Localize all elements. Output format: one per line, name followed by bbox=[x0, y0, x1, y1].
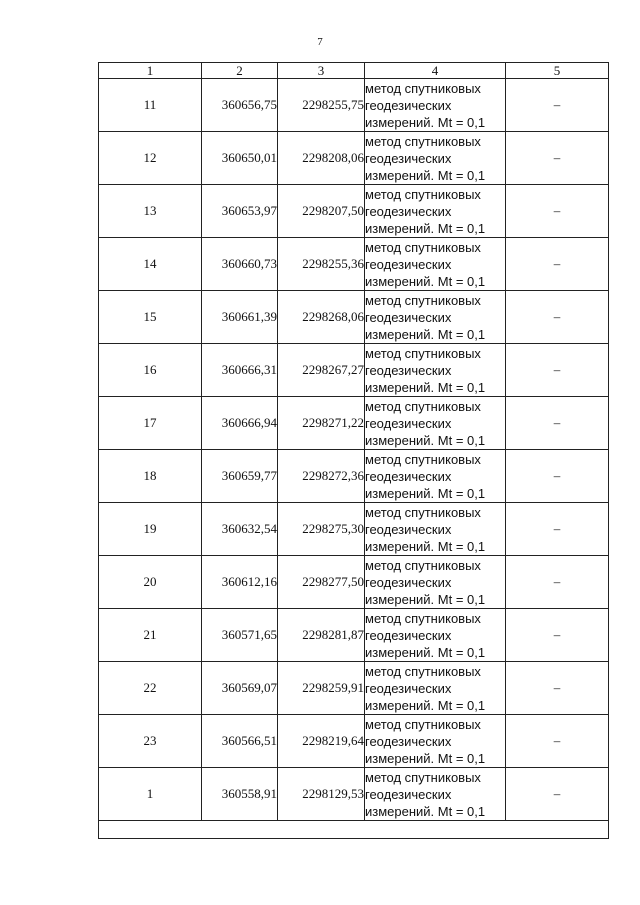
page-number: 7 bbox=[317, 36, 323, 48]
table-row bbox=[99, 344, 609, 397]
accuracy-cell: – bbox=[506, 715, 609, 768]
x-coordinate-cell: 360571,65 bbox=[202, 609, 278, 662]
method-line: метод спутниковых bbox=[365, 345, 481, 361]
empty-footer-cell bbox=[99, 821, 609, 839]
accuracy-cell: – bbox=[506, 344, 609, 397]
x-coordinate-cell: 360612,16 bbox=[202, 556, 278, 609]
y-coordinate-cell: 2298255,75 bbox=[278, 79, 365, 132]
table-row bbox=[99, 132, 609, 185]
y-coordinate-cell: 2298267,27 bbox=[278, 344, 365, 397]
y-coordinate-cell: 2298129,53 bbox=[278, 768, 365, 821]
point-number-cell: 11 bbox=[99, 79, 202, 132]
point-number-cell: 15 bbox=[99, 291, 202, 344]
method-line: измерений. Mt = 0,1 bbox=[365, 485, 486, 501]
method-cell bbox=[365, 503, 506, 556]
method-cell bbox=[365, 291, 506, 344]
y-coordinate-cell: 2298259,91 bbox=[278, 662, 365, 715]
accuracy-cell: – bbox=[506, 79, 609, 132]
y-coordinate-cell: 2298281,87 bbox=[278, 609, 365, 662]
method-cell bbox=[365, 79, 506, 132]
column-header-5: 5 bbox=[506, 63, 609, 79]
method-line: геодезических bbox=[365, 256, 452, 272]
accuracy-cell: – bbox=[506, 662, 609, 715]
method-line: метод спутниковых bbox=[365, 398, 481, 414]
method-line: геодезических bbox=[365, 680, 452, 696]
method-cell bbox=[365, 768, 506, 821]
accuracy-cell: – bbox=[506, 291, 609, 344]
table-row bbox=[99, 503, 609, 556]
x-coordinate-cell: 360653,97 bbox=[202, 185, 278, 238]
y-coordinate-cell: 2298271,22 bbox=[278, 397, 365, 450]
table-row bbox=[99, 79, 609, 132]
method-line: измерений. Mt = 0,1 bbox=[365, 697, 486, 713]
method-cell bbox=[365, 397, 506, 450]
method-cell bbox=[365, 556, 506, 609]
method-line: геодезических bbox=[365, 627, 452, 643]
method-line: метод спутниковых bbox=[365, 504, 481, 520]
accuracy-cell: – bbox=[506, 132, 609, 185]
method-line: метод спутниковых bbox=[365, 610, 481, 626]
y-coordinate-cell: 2298275,30 bbox=[278, 503, 365, 556]
x-coordinate-cell: 360661,39 bbox=[202, 291, 278, 344]
method-line: метод спутниковых bbox=[365, 292, 481, 308]
point-number-cell: 14 bbox=[99, 238, 202, 291]
point-number-cell: 20 bbox=[99, 556, 202, 609]
method-line: метод спутниковых bbox=[365, 663, 481, 679]
method-line: измерений. Mt = 0,1 bbox=[365, 379, 486, 395]
method-line: геодезических bbox=[365, 468, 452, 484]
point-number-cell: 18 bbox=[99, 450, 202, 503]
method-cell bbox=[365, 609, 506, 662]
method-cell bbox=[365, 344, 506, 397]
y-coordinate-cell: 2298207,50 bbox=[278, 185, 365, 238]
x-coordinate-cell: 360569,07 bbox=[202, 662, 278, 715]
point-number-cell: 1 bbox=[99, 768, 202, 821]
method-line: геодезических bbox=[365, 415, 452, 431]
method-line: измерений. Mt = 0,1 bbox=[365, 220, 486, 236]
y-coordinate-cell: 2298208,06 bbox=[278, 132, 365, 185]
table-row bbox=[99, 768, 609, 821]
method-line: геодезических bbox=[365, 786, 452, 802]
table-body bbox=[99, 63, 609, 839]
x-coordinate-cell: 360632,54 bbox=[202, 503, 278, 556]
column-header-2: 2 bbox=[202, 63, 278, 79]
method-line: измерений. Mt = 0,1 bbox=[365, 167, 486, 183]
point-number-cell: 12 bbox=[99, 132, 202, 185]
method-line: метод спутниковых bbox=[365, 239, 481, 255]
y-coordinate-cell: 2298277,50 bbox=[278, 556, 365, 609]
x-coordinate-cell: 360659,77 bbox=[202, 450, 278, 503]
method-line: измерений. Mt = 0,1 bbox=[365, 273, 486, 289]
method-line: геодезических bbox=[365, 309, 452, 325]
table-row bbox=[99, 556, 609, 609]
column-header-3: 3 bbox=[278, 63, 365, 79]
method-line: геодезических bbox=[365, 150, 452, 166]
method-cell bbox=[365, 715, 506, 768]
y-coordinate-cell: 2298255,36 bbox=[278, 238, 365, 291]
method-cell bbox=[365, 238, 506, 291]
table-row bbox=[99, 715, 609, 768]
method-cell bbox=[365, 450, 506, 503]
column-header-4: 4 bbox=[365, 63, 506, 79]
accuracy-cell: – bbox=[506, 556, 609, 609]
y-coordinate-cell: 2298268,06 bbox=[278, 291, 365, 344]
accuracy-cell: – bbox=[506, 609, 609, 662]
point-number-cell: 19 bbox=[99, 503, 202, 556]
x-coordinate-cell: 360666,94 bbox=[202, 397, 278, 450]
point-number-cell: 21 bbox=[99, 609, 202, 662]
x-coordinate-cell: 360660,73 bbox=[202, 238, 278, 291]
table-row bbox=[99, 609, 609, 662]
x-coordinate-cell: 360656,75 bbox=[202, 79, 278, 132]
accuracy-cell: – bbox=[506, 185, 609, 238]
point-number-cell: 16 bbox=[99, 344, 202, 397]
table-row bbox=[99, 238, 609, 291]
method-line: измерений. Mt = 0,1 bbox=[365, 803, 486, 819]
accuracy-cell: – bbox=[506, 503, 609, 556]
method-line: метод спутниковых bbox=[365, 186, 481, 202]
x-coordinate-cell: 360558,91 bbox=[202, 768, 278, 821]
point-number-cell: 23 bbox=[99, 715, 202, 768]
accuracy-cell: – bbox=[506, 238, 609, 291]
method-line: измерений. Mt = 0,1 bbox=[365, 432, 486, 448]
method-line: измерений. Mt = 0,1 bbox=[365, 591, 486, 607]
method-line: измерений. Mt = 0,1 bbox=[365, 326, 486, 342]
y-coordinate-cell: 2298272,36 bbox=[278, 450, 365, 503]
method-line: геодезических bbox=[365, 733, 452, 749]
accuracy-cell: – bbox=[506, 450, 609, 503]
coordinates-table bbox=[98, 62, 609, 839]
method-line: измерений. Mt = 0,1 bbox=[365, 538, 486, 554]
accuracy-cell: – bbox=[506, 397, 609, 450]
table-row bbox=[99, 397, 609, 450]
method-line: геодезических bbox=[365, 97, 452, 113]
method-line: геодезических bbox=[365, 362, 452, 378]
method-line: метод спутниковых bbox=[365, 557, 481, 573]
empty-footer-row bbox=[99, 821, 609, 839]
y-coordinate-cell: 2298219,64 bbox=[278, 715, 365, 768]
method-line: метод спутниковых bbox=[365, 133, 481, 149]
method-cell bbox=[365, 662, 506, 715]
x-coordinate-cell: 360566,51 bbox=[202, 715, 278, 768]
table-row bbox=[99, 185, 609, 238]
method-line: метод спутниковых bbox=[365, 769, 481, 785]
method-line: метод спутниковых bbox=[365, 80, 481, 96]
method-line: метод спутниковых bbox=[365, 451, 481, 467]
method-line: геодезических bbox=[365, 203, 452, 219]
method-line: метод спутниковых bbox=[365, 716, 481, 732]
table-row bbox=[99, 291, 609, 344]
point-number-cell: 13 bbox=[99, 185, 202, 238]
column-header-1: 1 bbox=[99, 63, 202, 79]
method-line: измерений. Mt = 0,1 bbox=[365, 644, 486, 660]
method-line: измерений. Mt = 0,1 bbox=[365, 750, 486, 766]
accuracy-cell: – bbox=[506, 768, 609, 821]
point-number-cell: 17 bbox=[99, 397, 202, 450]
method-line: геодезических bbox=[365, 521, 452, 537]
table-row bbox=[99, 662, 609, 715]
method-line: измерений. Mt = 0,1 bbox=[365, 114, 486, 130]
method-cell bbox=[365, 185, 506, 238]
point-number-cell: 22 bbox=[99, 662, 202, 715]
table-row bbox=[99, 450, 609, 503]
table-header-row bbox=[99, 63, 609, 79]
x-coordinate-cell: 360666,31 bbox=[202, 344, 278, 397]
x-coordinate-cell: 360650,01 bbox=[202, 132, 278, 185]
method-line: геодезических bbox=[365, 574, 452, 590]
method-cell bbox=[365, 132, 506, 185]
